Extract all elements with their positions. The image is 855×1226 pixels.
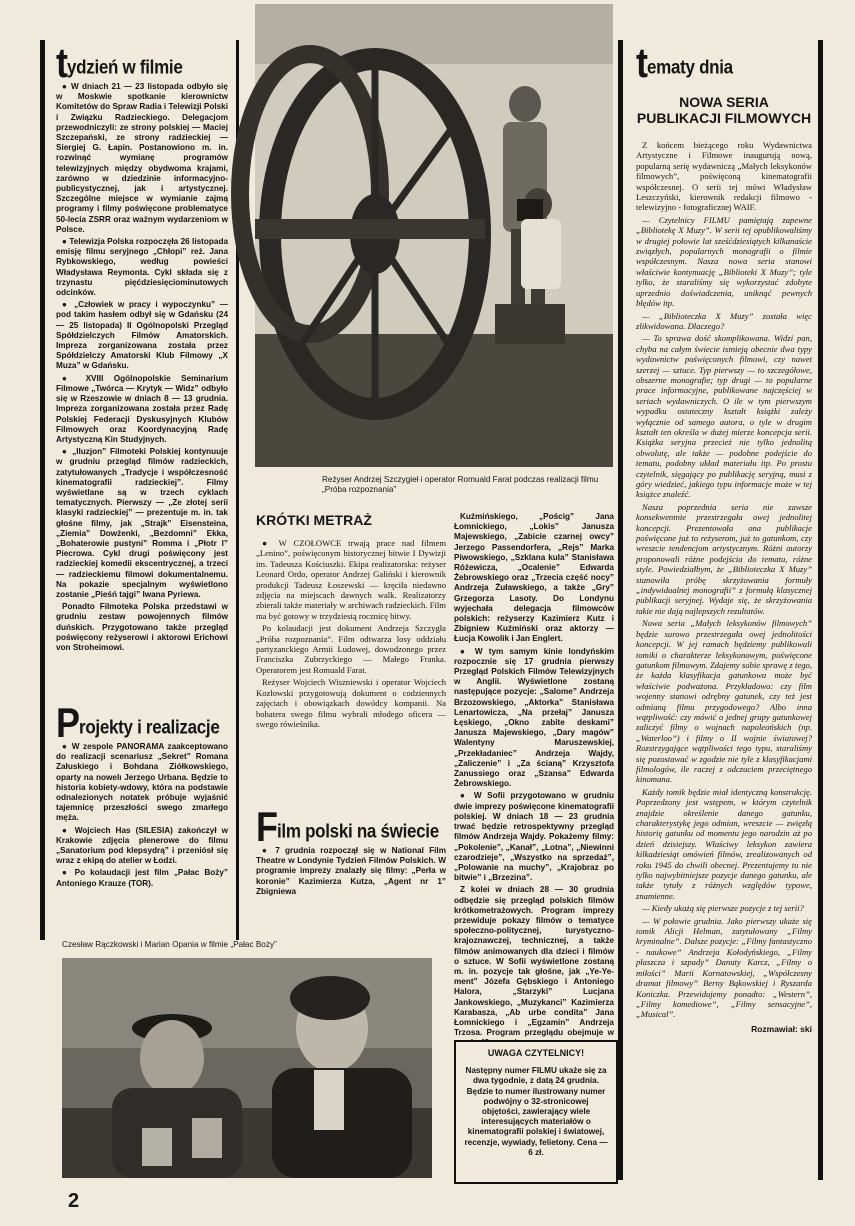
article-intro: Z końcem bieżącego roku Wydawnictwa Artystyczne i Filmowe inaugurują nową, popularną serię wydawniczą „Małych leksykonów filmowych”, poświęconą kinematografii współczesnej. O serii tej mówi Władysław Leszczyński, kierownik redakcji filmowo - telewizyjno - fotograficznej WAIF.: [636, 140, 812, 213]
notice-right-rule: [818, 40, 823, 1180]
interview-paragraph: Nasza poprzednia seria nie zawsze konsekwentnie przestrzegała owej jednolitej koncepcji. Prezentowała ona publikacje poświęcone już to reżyserom, już to gatunkom, czy wreszcie tendencjom artystycznym. Różni autorzy proponowali różne podejścia do tematu, różne style. Powiedziałbym, że „Biblioteczka X Muzy” stanowiła próbę skrzyżowania formuły „indywidualnej monografii” z formułą klasycznej publikacji seryjnej. Wydaje się, że skrzyżowania takie nie dają najlepszych rezultatów.: [636, 501, 812, 616]
polish-film-title: [256, 803, 446, 851]
middle-right-column: [454, 512, 614, 1038]
project-item: ● Wojciech Has (SILESIA) zakończył w Krakowie zdjęcia plenerowe do filmu „Sanatorium pod klepsydrą” i przeniósł się wraz z ekipą do atelier w Łodzi.: [56, 825, 228, 866]
interview-paragraph: Nowa seria „Małych leksykonów filmowych” będzie surowo przestrzegała owej jednolitości koncepcji. W jej ramach będziemy publikowali tomiki o charakterze leksykonowym, poświęcone gatunkom filmowym. Zdajemy sobie sprawę z tego, że każda klasyfikacja gatunkowa może być właściwie podważona. Przykładowo: czy film wojenny stanowi odrębny gatunek, czy też jest odmianą filmu przygodowego? Albo inna wątpliwość: czy mówić o jednej grupy gatunkowej zaliczyć filmy o wojnach napoleońskich (np. „Waterloo”) i filmy o II wojnie światowej? Rozstrzygające wątpliwości tego typu, staraliśmy się pozostawać w zgodzie nie tyle z klasyfikacjami filmologów, ile raczej z odczuciem przeciętnego kinomana.: [636, 618, 812, 785]
interview-paragraph: — To sprawa dość skomplikowana. Widzi pan, chyba na całym świecie istnieją obecnie dwa typy wydawnictw poświęconych filmowi, czy nawet szerzej — sztuce. Typ pierwszy — to szczegółowe, obszerne monografie; typ drugi — to popularne prace informacyjne, publikowane najczęściej w seriach wydawniczych. O ile w tym pierwszym wypadku ostateczny kształt książki zależy wyłącznie od samego autora, o tyle w drugim kształt ten określa w dużej mierze koncepcja serii. Książka seryjna przecież nie tylko jednolitą obwolutę, ale także — podobne podejście do tematu, podobny układ materiału itp. Po prostu czytelnik, sięgający po publikację seryjną, musi z góry wiedzieć, jakiego typu informacje może w tej książce znaleźć.: [636, 333, 812, 500]
notice-left-rule: [618, 40, 623, 1180]
festival-item: ● W tym samym kinie londyńskim rozpocznie się 17 grudnia pierwszy Przegląd Polskich Filmów Telewizyjnych w Anglii. Wyświetlone zostaną następujące pozycje: „Salome” Andrzeja Brzozowskiego, „Aktorka” Stanisława Lenartowicza, „Na przełaj” Janusza Łęskiego, „Okno zabite deskami” Janusza Majewskiego, „Dary magów” Walentyny Maruszewskiej, „Przekładaniec” Andrzeja Wajdy, „Zaliczenie” i „Za ścianą” Krzysztofa Zanussiego oraz „Szansa” Edwarda Żebrowskiego.: [454, 646, 614, 789]
news-item: ● „Człowiek w pracy i wypoczynku” — pod takim hasłem odbył się w Gdańsku (24 — 25 listopada) II Ogólnopolski Przegląd Spółdzielczych Filmów Amatorskich. Impreza zorganizowana została przez Spółdzielczy Amatorski Klub Filmowy „X Muza” w Gdańsku.: [56, 300, 228, 371]
projects-title-initial: P: [56, 699, 80, 747]
palace-film-photo-art: [62, 958, 432, 1178]
festival-item: Kuźmińskiego, „Pościg” Jana Łomnickiego, „Lokis” Janusza Majewskiego, „Zabicie czarnej owcy” Jerzego Passendorfera, „Rejs” Marka Piwowskiego, „Szklana kula” Stanisława Różewicza, „Ocalenie” Edwarda Żebrowskiego oraz „Trzecia część nocy” Andrzeja Żuławskiego, a także „Gry” Grzegorza Lasoty. Do Londynu wyjechała delegacja filmowców polskich: reżyserzy Kazimierz Kutz i Zbigniew Kuźmiński oraz aktorzy — Łucja Kowolik i Jan Englert.: [454, 512, 614, 644]
week-title-rest: ydzień w filmie: [67, 56, 183, 79]
topics-title-initial: t: [636, 39, 647, 87]
projects-title: [56, 699, 228, 747]
news-item: Ponadto Filmoteka Polska przedstawi w grudniu zestaw powojennych filmów duńskich. Przygotowano także przegląd poświęcony reżyserowi i aktorowi Erichowi von Stroheimowi.: [56, 602, 228, 652]
news-item: ● XVIII Ogólnopolskie Seminarium Filmowe „Twórca — Krytyk — Widz” odbyło się w Rzeszowie w dniach 8 — 13 grudnia. Impreza zorganizowana została przez Radę Polskiej Federacji Dyskusyjnych Klubów Filmowych oraz Koordynacyjną Radę Artystyczną Kin Studyjnych.: [56, 373, 228, 444]
week-in-film-title: [56, 39, 228, 87]
news-item: ● „Iluzjon” Filmoteki Polskiej kontynuuje w grudniu przegląd filmów radzieckich, zatytułowanych „Tradycje i współczesność kinematografii radzieckiej”. Filmy wyświetlane są w trzech cyklach tematycznych. Pierwszy — „Ze złotej serii klasyki radzieckiej” — prezentuje m. in. tak głośne filmy, jak „Strajk” Eisensteina, „Ziemia” Dowżenki, „Bezdomni” Ekka, „Bohaterowie pustyni” Romma i „Płotr I” Piecrowa. Cykl drugi poświęcony jest radzieckiej komedii ekscentrycznej, a trzeci — radzieckiemu filmowi dokumentalnemu. Na pokazie specjalnym wyświetlono zostanie „Pieśń tajgi” Iwana Pyriewa.: [56, 447, 228, 599]
short-item: ● W CZOŁOWCE trwają prace nad filmem „Lenino”, poświęconym historycznej bitwie I Dywizji im. Tadeusza Kościuszki. Ekipa realizatorska: reżyser Leonard Ordo, operator Andrzej Galiński i kierownik produkcji Tadeusz Łoszewski — kręciła niedawno zdjęcia na miejscach dawnych walk. Realizatorzy zbierali także materiały w archiwach radzieckich. Film ma być gotowy w trzydziestą rocznicę bitwy.: [256, 538, 446, 621]
article-signature: Rozmawiał: ski: [751, 1023, 812, 1034]
project-item: ● Po kolaudacji jest film „Pałac Boży” Antoniego Krauze (TOR).: [56, 868, 228, 888]
palace-film-photo: [62, 958, 432, 1178]
short-films-title: KRÓTKI METRAŻ: [256, 512, 372, 528]
readers-notice-text: Następny numer FILMU ukaże się za dwa tygodnie, z datą 24 grudnia. Będzie to numer ilustrowany numer podwójny o 32-stronicowej objętości, zawierający wiele interesujących materiałów o kinematografii polskiej i światowej, recenzje, wywiady, felietony. Cena — 6 zł.: [464, 1066, 608, 1157]
projects-column: [56, 699, 228, 912]
interview-paragraph: — W połowie grudnia. Jako pierwszy ukaże się tomik Alicji Helman, zatytułowany „Filmy kryminalne”. Dalsze pozycje: „Filmy fantastyczno - naukowe” Andrzeja Kołodyńskiego, „Filmy płaszcza i szpady” Danuty Karcz, „Filmy o miłości” Marii Kornatowskiej, „Współczesny dramat filmowy” Berny Bąkowskiej i Ryszarda Koniczka. Przewidujemy ponadto: „Western”, „Filmy komediowe”, „Filmy sensacyjne”, „Musical”.: [636, 915, 812, 1020]
news-item: ● Telewizja Polska rozpoczęła 26 listopada emisję filmu seryjnego „Chłopi” reż. Jana Rybkowskiego, według powieści Władysława Reymonta. Cykl składa się z trzynastu pięćdziesięciominutowych odcinków.: [56, 237, 228, 298]
topics-title-rest: ematy dnia: [647, 56, 733, 79]
festival-item: Z kolei w dniach 28 — 30 grudnia odbędzie się przegląd polskich filmów krótkometrażowych. Program imprezy przewiduje pokazy filmów o tematyce społeczno-politycznej, turystyczno-krajoznawczej, technicznej, a także filmów animowanych dla dzieci i filmów o sztuce. W Sofii wyświetlone zostaną m. in. pozycje tak głośne, jak „Ye-Ye-ment” Józefa Gębskiego i Antoniego Halora, „Starzyki” Lucjana Jankowskiego, „Muzykanci” Kazimierza Karabasza, „Ab urbe condita” Jana Łomnickiego i „Egzamin” Andrzeja Trzosa. Program przeglądu obejmuje w: [454, 885, 614, 1038]
short-item: Po kolaudacji jest dokument Andrzeja Szczygła „Próba rozpoznania”. Film odtwarza losy oddziału partyzanckiego Armii Ludowej, dowodzonego przez Franciszka Zubrzyckiego — Małego Franka. Operatorem jest Romuald Farat.: [256, 623, 446, 675]
interview-paragraph: — Czytelnicy FILMU pamiętają zapewne „Bibliotekę X Muzy”. W serii tej opublikowaliśmy w drugiej połowie lat sześćdziesiątych kilkanaście związłych, popularnych monografii o filmie współczesnym. Nasza nowa seria stanowi właściwie kontynuację „Biblioteki X Muzy”; tyle tylko, że staraliśmy się wykorzystać zdobyte uprzednio doświadczenia, uniknąć pewnych błędów itp.: [636, 214, 812, 309]
short-films-column: [256, 512, 446, 800]
bottom-photo-caption: Czesław Rączkowski i Marian Opania w filmie „Pałac Boży”: [62, 940, 277, 949]
week-in-film-column: [56, 39, 228, 682]
article-headline: NOWA SERIA PUBLIKACJI FILMOWYCH: [636, 94, 812, 126]
readers-notice-box: [454, 1040, 618, 1184]
readers-notice-title: UWAGA CZYTELNICY!: [487, 1048, 585, 1058]
polish-item: ● 7 grudnia rozpoczął się w National Film Theatre w Londynie Tydzień Filmów Polskich. W programie imprezy znalazły się filmy: „Perła w koronie” Kazimierza Kutza, „Agent nr 1” Zbigniewa: [256, 846, 446, 896]
left-column-rule: [40, 40, 45, 940]
polish-title-rest: ilm polski na świecie: [277, 820, 439, 843]
week-title-initial: t: [56, 39, 67, 87]
projects-title-rest: rojekty i realizacje: [79, 716, 220, 739]
topics-title: [636, 39, 812, 87]
page-number: 2: [68, 1190, 80, 1212]
polish-title-initial: F: [256, 803, 277, 851]
top-photo-caption: Reżyser Andrzej Szczygieł i operator Romuald Farat podczas realizacji filmu „Próba rozpoznania”: [322, 475, 599, 494]
topics-of-the-day-column: [636, 39, 812, 1192]
festival-item: ● W Sofii przygotowano w grudniu dwie imprezy poświęcone kinematografii polskiej. W dniach 18 — 23 grudnia trwać będzie retrospektywny przegląd filmów Andrzeja Wajdy. Pokażemy filmy: „Pokolenie”, „Kanał”, „Lotna”, „Niewinni czarodzieje”, „Wszystko na sprzedaż”, „Polowanie na muchy”, „Krajobraz po bitwie” i „Brzezina”.: [454, 791, 614, 883]
interview-paragraph: Każdy tomik będzie miał identyczną konstrukcję. Poprzedzony jest wstępem, w którym czytelnik znajdzie określenie danego gatunku, charakterystykę jego odmian, wreszcie — zwięzłą historię gatunku od momentu jego narodzin aż po dzień dzisiejszy. Właściwy leksykon zawiera kilkadziesiąt omówień filmów, zrealizowanych od roku 1945 do chwili obecnej. Prezentujemy tu nie tylko najwybitniejsze pozycje danego gatunku, ale także tytuły z różnych względów typowe, znamienne.: [636, 786, 812, 901]
interview-paragraph: — Kiedy ukażą się pierwsze pozycje z tej serii?: [642, 903, 804, 914]
short-item: Reżyser Wojciech Wiszniewski i operator Wojciech Kozłowski przygotowują dokument o codziennych zajęciach i obowiązkach dowódcy kompanii. Na bohatera swego filmu wybrali młodego oficera — swego rówieśnika.: [256, 677, 446, 729]
interview-paragraph: — „Biblioteczka X Muzy” została więc zlikwidowana. Dlaczego?: [636, 310, 812, 331]
film-crew-photo-art: [255, 4, 613, 467]
project-item: ● W zespole PANORAMA zaakceptowano do realizacji scenariusz „Sekret” Romana Załuskiego i Bohdana Ziółkowskiego, oparty na nowelı Jerzego Urbana. Będzie to historia kobiety-wdowy, która na podstawie odnalezionych notatek próbuje wyjaśnić tajemnicę przeszłości swego zmarłego męża.: [56, 742, 228, 823]
polish-film-abroad-column: [256, 803, 446, 930]
film-crew-photo: [255, 4, 613, 467]
news-item: ● W dniach 21 — 23 listopada odbyło się w Moskwie spotkanie kierownictw Komitetów do Spraw Radia i Telewizji Polski i Związku Radzieckiego. Delegacjom przewodniczyli: ze strony polskiej — Maciej Szczepański, ze strony radzieckiej — Siergiej G. Łapin. Postanowiono m. in. rozwinąć wymianę programów telewizyjnych między obydwoma krajami, zarówno w dziedzinie informacyjno-publicystycznej, jak i artystycznej. Szczególne miejsce w wymianie zajmą programy i filmy poświęcone problematyce 50-lecia ZSRR oraz ważnym wydarzeniom w Polsce.: [56, 82, 228, 234]
